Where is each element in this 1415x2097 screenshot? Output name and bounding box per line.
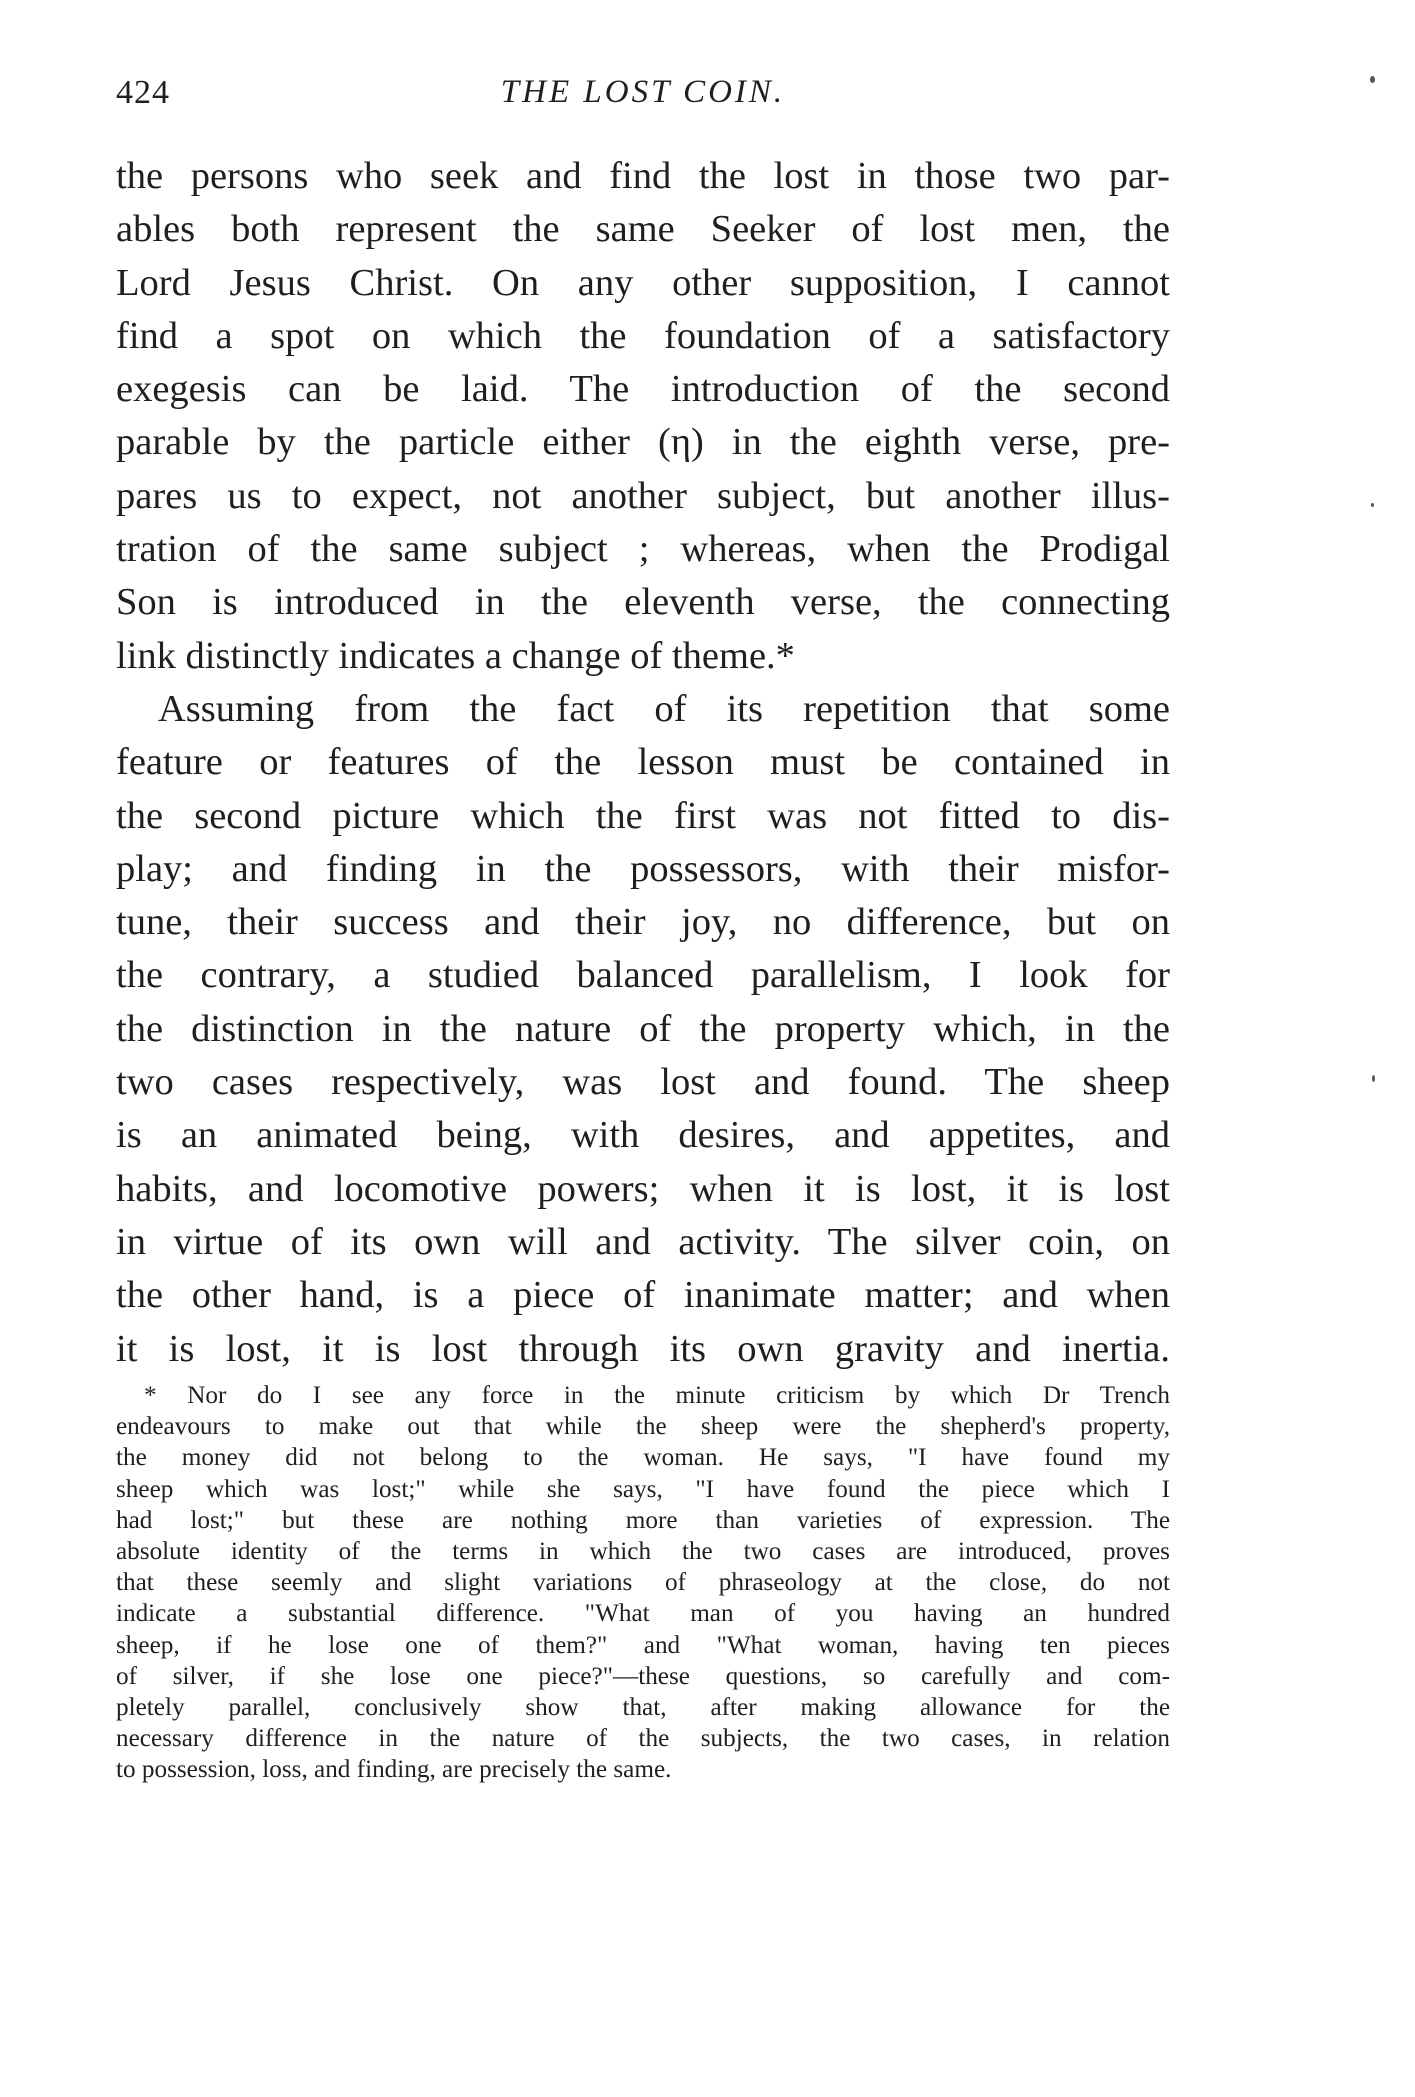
footnote: [116, 1380, 1170, 1786]
text-line: the persons who seek and find the lost in those two par-: [116, 155, 1170, 197]
running-title: THE LOST COIN.: [500, 74, 786, 110]
page-number: 424: [116, 74, 170, 111]
page-header: [116, 74, 1170, 124]
footnote-line: indicate a substantial difference. "What man of you having an hundred: [116, 1600, 1170, 1628]
text-line: the second picture which the first was not fitted to dis-: [116, 794, 1170, 837]
footnote-line: sheep, if he lose one of them?" and "What woman, having ten pieces: [116, 1631, 1170, 1659]
paragraph-1: [116, 150, 1170, 683]
footnote-line: necessary difference in the nature of the subjects, the two cases, in relation: [116, 1725, 1170, 1753]
text-line: tune, their success and their joy, no difference, but on: [116, 901, 1170, 944]
text-line: the contrary, a studied balanced parallelism, I look for: [116, 954, 1170, 997]
text-line: Lord Jesus Christ. On any other supposition, I cannot: [116, 261, 1170, 304]
footnote-line: absolute identity of the terms in which the two cases are introduced, proves: [116, 1538, 1170, 1566]
footnote-line: * Nor do I see any force in the minute criticism by which Dr Trench: [144, 1382, 1170, 1409]
footnote-line: that these seemly and slight variations of phraseology at the close, do not: [116, 1569, 1170, 1597]
text-line: Son is introduced in the eleventh verse, the connecting: [116, 581, 1170, 624]
text-line: two cases respectively, was lost and found. The sheep: [116, 1061, 1170, 1104]
text-line: play; and finding in the possessors, with their misfor-: [116, 847, 1170, 890]
text-line: the distinction in the nature of the property which, in the: [116, 1007, 1170, 1050]
footnote-line: of silver, if she lose one piece?"—these questions, so carefully and com-: [116, 1662, 1170, 1690]
text-line: exegesis can be laid. The introduction of the second: [116, 368, 1170, 411]
text-line: parable by the particle either (η) in the eighth verse, pre-: [116, 421, 1170, 464]
margin-speck: [1372, 1075, 1375, 1082]
footnote-line: the money did not belong to the woman. He says, "I have found my: [116, 1444, 1170, 1472]
body-text: [116, 150, 1170, 1376]
footnote-line: sheep which was lost;" while she says, "I have found the piece which I: [116, 1475, 1170, 1503]
text-line: tration of the same subject ; whereas, when the Prodigal: [116, 528, 1170, 571]
margin-speck: [1371, 503, 1374, 507]
paragraph-2: [116, 683, 1170, 1376]
text-line: in virtue of its own will and activity. The silver coin, on: [116, 1220, 1170, 1263]
text-line: pares us to expect, not another subject, but another illus-: [116, 474, 1170, 517]
footnote-line: had lost;" but these are nothing more than varieties of expression. The: [116, 1506, 1170, 1534]
text-line: Assuming from the fact of its repetition that some: [158, 687, 1170, 730]
text-line: is an animated being, with desires, and appetites, and: [116, 1114, 1170, 1157]
text-line: the other hand, is a piece of inanimate matter; and when: [116, 1274, 1170, 1317]
margin-speck: [1370, 76, 1375, 83]
text-line: habits, and locomotive powers; when it is lost, it is lost: [116, 1167, 1170, 1210]
text-line: ables both represent the same Seeker of lost men, the: [116, 208, 1170, 251]
text-line: it is lost, it is lost through its own gravity and inertia.: [116, 1327, 1170, 1370]
text-line: find a spot on which the foundation of a satisfactory: [116, 314, 1170, 357]
footnote-line: endeavours to make out that while the sheep were the shepherd's property,: [116, 1413, 1170, 1441]
text-line: feature or features of the lesson must be contained in: [116, 741, 1170, 784]
footnote-line: pletely parallel, conclusively show that, after making allowance for the: [116, 1694, 1170, 1722]
footnote-line: to possession, loss, and finding, are precisely the same.: [116, 1756, 672, 1784]
text-line: link distinctly indicates a change of theme.*: [116, 634, 795, 677]
